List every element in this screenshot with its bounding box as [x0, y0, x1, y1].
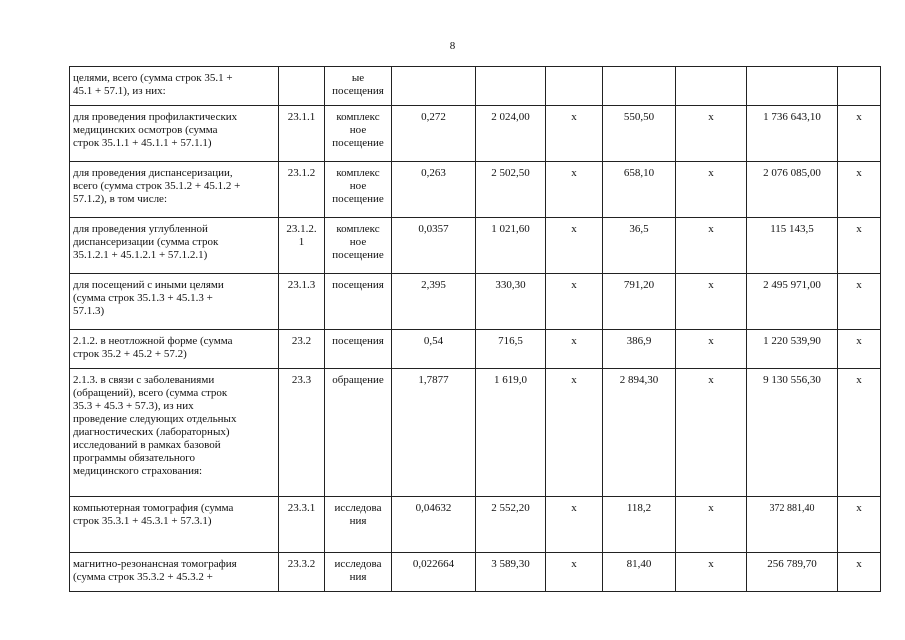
cell-col5: 330,30 [476, 274, 546, 330]
table-row [70, 162, 881, 218]
table-row [70, 274, 881, 330]
row-code: 23.1.1 [279, 106, 325, 162]
cell-col5: 716,5 [476, 330, 546, 369]
table-row [70, 67, 881, 106]
row-unit: комплекс ное посещение [325, 218, 392, 274]
cell-col7: 2 894,30 [603, 369, 676, 497]
row-code: 23.1.2 [279, 162, 325, 218]
row-name: 2.1.2. в неотложной форме (сумма строк 35.2 + 45.2 + 57.2) [70, 330, 279, 369]
row-unit: комплекс ное посещение [325, 106, 392, 162]
cell-col7: 658,10 [603, 162, 676, 218]
row-name: 2.1.3. в связи с заболеваниями (обращений), всего (сумма строк 35.3 + 45.3 + 57.3), из них проведение следующих отдельных диагностических (лабораторных) исследований в рамках базовой программы обязательного медицинского страхования: [70, 369, 279, 497]
row-unit: ые посещения [325, 67, 392, 106]
cell-col9: 372 881,40 [747, 497, 838, 553]
cell-col6 [546, 67, 603, 106]
row-code [279, 67, 325, 106]
cell-col8: х [676, 106, 747, 162]
cell-col7 [603, 67, 676, 106]
cell-col7: 550,50 [603, 106, 676, 162]
table-row [70, 106, 881, 162]
table-row [70, 553, 881, 592]
cell-col6: х [546, 553, 603, 592]
row-name: для проведения профилактических медицинских осмотров (сумма строк 35.1.1 + 45.1.1 + 57.1.1) [70, 106, 279, 162]
row-unit: посещения [325, 274, 392, 330]
cell-col10: х [838, 218, 881, 274]
table-row [70, 330, 881, 369]
cell-col5: 2 552,20 [476, 497, 546, 553]
cell-col6: х [546, 497, 603, 553]
cell-col9: 115 143,5 [747, 218, 838, 274]
cell-col4: 0,022664 [392, 553, 476, 592]
cell-col7: 81,40 [603, 553, 676, 592]
cell-col6: х [546, 106, 603, 162]
cell-col6: х [546, 369, 603, 497]
cell-col8 [676, 67, 747, 106]
cell-col10 [838, 67, 881, 106]
cell-col5: 1 619,0 [476, 369, 546, 497]
row-unit: исследова ния [325, 497, 392, 553]
table-row [70, 369, 881, 497]
row-unit: обращение [325, 369, 392, 497]
cell-col10: х [838, 330, 881, 369]
cell-col8: х [676, 218, 747, 274]
cell-col10: х [838, 553, 881, 592]
cell-col8: х [676, 553, 747, 592]
cell-col8: х [676, 162, 747, 218]
cell-col10: х [838, 369, 881, 497]
cell-col6: х [546, 330, 603, 369]
cell-col7: 386,9 [603, 330, 676, 369]
row-code: 23.3.2 [279, 553, 325, 592]
cell-col4: 0,263 [392, 162, 476, 218]
cell-col9: 2 495 971,00 [747, 274, 838, 330]
cell-col4: 0,54 [392, 330, 476, 369]
cell-col9: 256 789,70 [747, 553, 838, 592]
row-unit: комплекс ное посещение [325, 162, 392, 218]
cell-col9: 9 130 556,30 [747, 369, 838, 497]
data-table [69, 66, 881, 592]
row-name: для проведения углубленной диспансеризации (сумма строк 35.1.2.1 + 45.1.2.1 + 57.1.2.1) [70, 218, 279, 274]
cell-col5: 3 589,30 [476, 553, 546, 592]
table-row [70, 218, 881, 274]
cell-col5: 2 502,50 [476, 162, 546, 218]
cell-col9: 2 076 085,00 [747, 162, 838, 218]
cell-col5 [476, 67, 546, 106]
row-unit: исследова ния [325, 553, 392, 592]
row-name: целями, всего (сумма строк 35.1 + 45.1 + 57.1), из них: [70, 67, 279, 106]
cell-col4: 1,7877 [392, 369, 476, 497]
cell-col4: 0,272 [392, 106, 476, 162]
row-name: для проведения диспансеризации, всего (сумма строк 35.1.2 + 45.1.2 + 57.1.2), в том числе: [70, 162, 279, 218]
cell-col10: х [838, 106, 881, 162]
cell-col7: 118,2 [603, 497, 676, 553]
cell-col4: 0,04632 [392, 497, 476, 553]
cell-col9: 1 220 539,90 [747, 330, 838, 369]
cell-col4 [392, 67, 476, 106]
row-code: 23.3.1 [279, 497, 325, 553]
page-number: 8 [449, 40, 456, 52]
cell-col9: 1 736 643,10 [747, 106, 838, 162]
cell-col9 [747, 67, 838, 106]
row-name: для посещений с иными целями (сумма строк 35.1.3 + 45.1.3 + 57.1.3) [70, 274, 279, 330]
cell-col4: 2,395 [392, 274, 476, 330]
cell-col8: х [676, 330, 747, 369]
cell-col10: х [838, 497, 881, 553]
cell-col5: 2 024,00 [476, 106, 546, 162]
cell-col10: х [838, 162, 881, 218]
row-name: компьютерная томография (сумма строк 35.3.1 + 45.3.1 + 57.3.1) [70, 497, 279, 553]
row-code: 23.1.2. 1 [279, 218, 325, 274]
table-row [70, 497, 881, 553]
cell-col7: 791,20 [603, 274, 676, 330]
cell-col8: х [676, 274, 747, 330]
row-unit: посещения [325, 330, 392, 369]
cell-col8: х [676, 369, 747, 497]
cell-col5: 1 021,60 [476, 218, 546, 274]
cell-col6: х [546, 162, 603, 218]
cell-col4: 0,0357 [392, 218, 476, 274]
cell-col7: 36,5 [603, 218, 676, 274]
cell-col6: х [546, 274, 603, 330]
row-code: 23.1.3 [279, 274, 325, 330]
cell-col8: х [676, 497, 747, 553]
cell-col6: х [546, 218, 603, 274]
row-name: магнитно-резонансная томография (сумма строк 35.3.2 + 45.3.2 + [70, 553, 279, 592]
row-code: 23.2 [279, 330, 325, 369]
row-code: 23.3 [279, 369, 325, 497]
cell-col10: х [838, 274, 881, 330]
